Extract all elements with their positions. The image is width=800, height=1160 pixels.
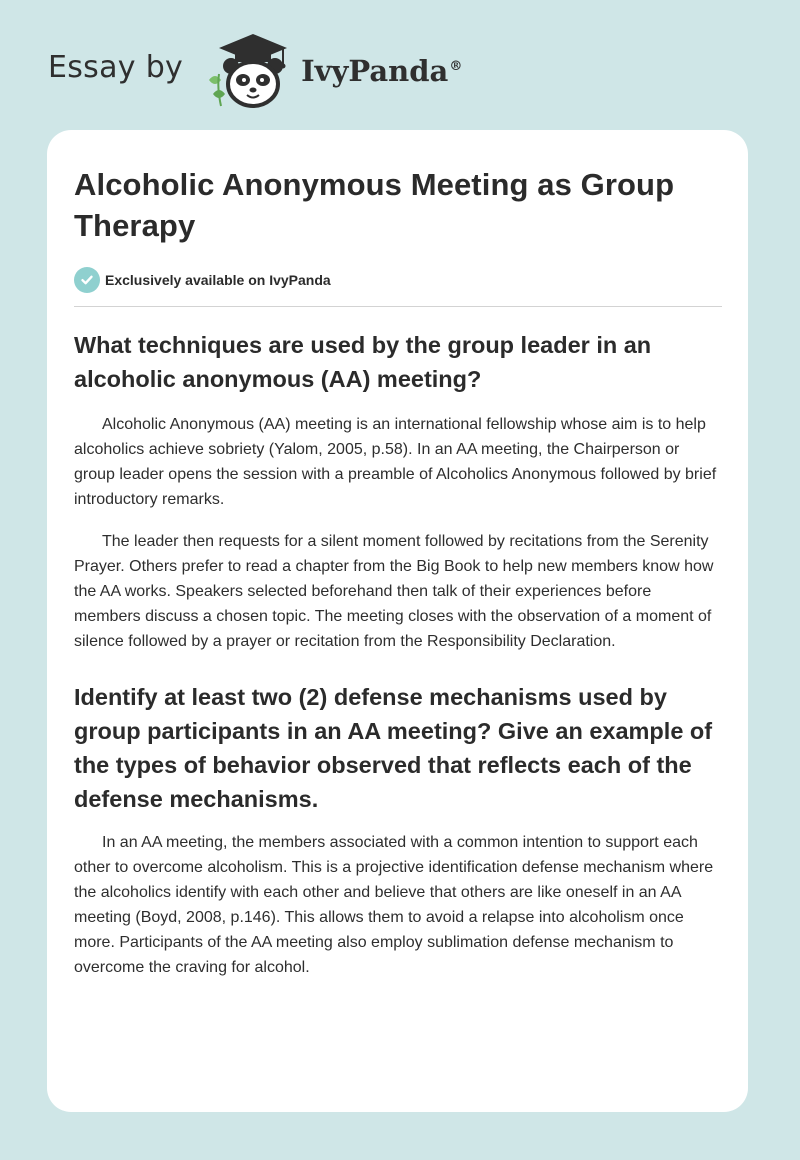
paragraph: The leader then requests for a silent moment followed by recitations from the Serenity Prayer. Others prefer to read a chapter from the Big Book to help new members know how the AA works. Speakers selected beforehand then talk of their experiences before members discuss a chosen topic. The meeting closes with the observation of a moment of silence followed by a prayer or recitation from the Responsibility Declaration. [74,533,714,650]
section-techniques [74,328,722,654]
essay-content [74,164,722,980]
paragraph: Alcoholic Anonymous (AA) meeting is an international fellowship whose aim is to help alcoholics achieve sobriety (Yalom, 2005, p.58). In an AA meeting, the Chairperson or group leader opens the session with a preamble of Alcoholics Anonymous followed by brief introductory remarks. [74,416,717,508]
exclusive-badge [74,267,722,293]
essay-card [47,130,748,1112]
panda-graduate-logo-icon [201,30,295,110]
essay-title: Alcoholic Anonymous Meeting as Group Therapy [74,167,675,243]
exclusive-label: Exclusively available on IvyPanda [105,272,331,288]
divider [74,306,722,307]
brand-name: IvyPanda® [301,54,463,88]
section-defense-mechanisms [74,680,722,980]
section-heading: What techniques are used by the group leader in an alcoholic anonymous (AA) meeting? [74,332,652,392]
brand-header [48,30,462,110]
check-circle-icon [74,267,100,293]
registered-mark: ® [449,59,463,75]
paragraph: In an AA meeting, the members associated with a common intention to support each other to overcome alcoholism. This is a projective identification defense mechanism where the alcoholics identify with each other and believe that others are like oneself in an AA meeting (Boyd, 2008, p.146). This allows them to avoid a relapse into alcoholism once more. Participants of the AA meeting also employ sublimation defense mechanism to overcome the craving for alcohol. [74,834,714,976]
section-heading: Identify at least two (2) defense mechanisms used by group participants in an AA meeting? Give an example of the types of behavior observed that reflects each of the defense mechanisms. [74,684,713,812]
essay-by-label: Essay by [48,49,184,85]
